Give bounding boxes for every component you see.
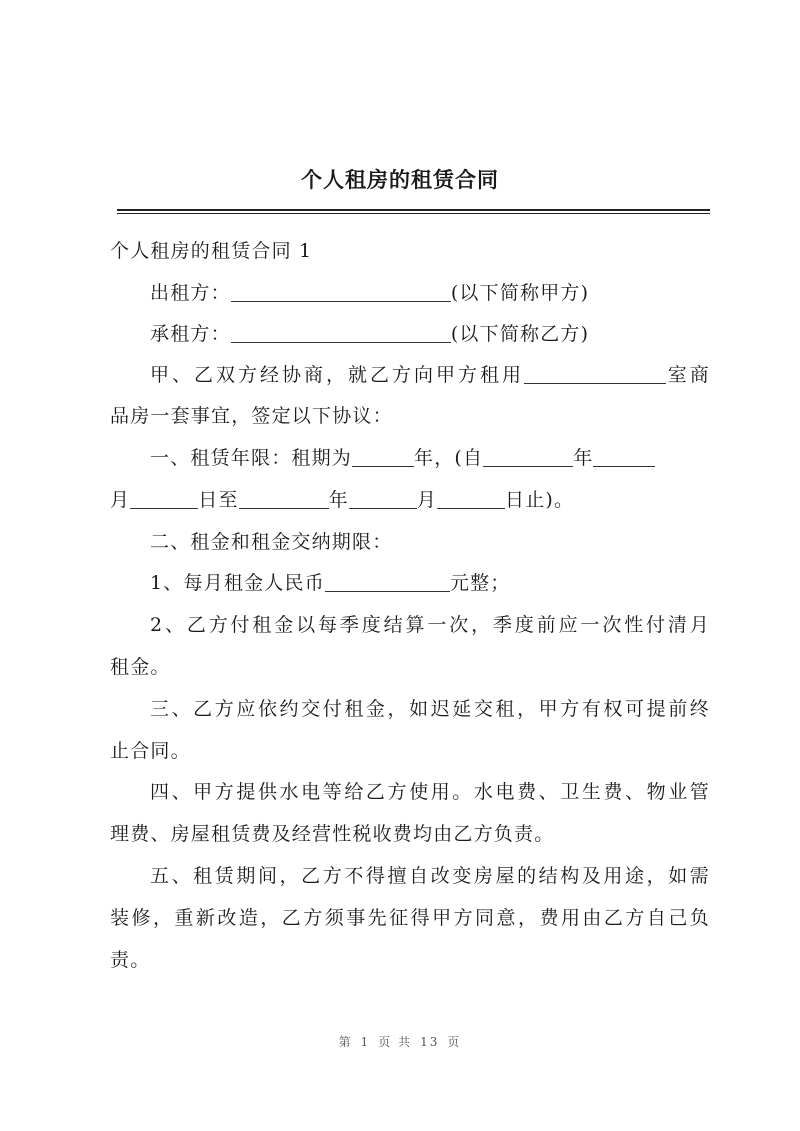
title-divider: [117, 209, 710, 214]
rent-payment-text-a: 2、乙方付租金以每季度结算一次，季度前应一次性付清月: [150, 614, 710, 636]
clause5-line2: [110, 903, 710, 930]
rent-amount-blank: [325, 572, 450, 592]
intro-text-a: 甲、乙双方经协商，就乙方向甲方租用: [150, 364, 524, 386]
clause4-line1: [150, 777, 710, 804]
start-day-blank: [130, 489, 198, 509]
term-text-g: 月: [416, 489, 438, 511]
term-text-e: 日至: [198, 489, 239, 511]
footer-total-pages: 13: [420, 1035, 440, 1049]
clause5-text-a: 五、租赁期间，乙方不得擅自改变房屋的结构及用途，如需: [150, 865, 710, 887]
start-month-blank: [593, 447, 655, 467]
term-line1: [150, 443, 750, 470]
clause5-line1: [150, 861, 710, 888]
term-text-d: 月: [110, 489, 131, 511]
term-text-c: 年: [573, 447, 594, 469]
lessor-line: [150, 278, 750, 305]
lessee-blank: [231, 323, 451, 343]
rent-payment-text-b: 租金。: [110, 656, 171, 678]
intro-text-b: 室商: [666, 364, 710, 386]
clause4-text-a: 四、甲方提供水电等给乙方使用。水电费、卫生费、物业管: [150, 781, 710, 803]
term-text-h: 日止)。: [505, 489, 575, 511]
clause4-line2: [110, 819, 710, 846]
contract-heading-text: 个人租房的租赁合同 1: [110, 240, 313, 262]
clause3-text-a: 三、乙方应依约交付租金，如迟延交租，甲方有权可提前终: [150, 698, 710, 720]
clause5-line3: [110, 945, 710, 972]
clause4-text-b: 理费、房屋租赁费及经营性税收费均由乙方负责。: [110, 823, 555, 845]
rent-amount-line: [150, 568, 750, 595]
clause5-text-b: 装修，重新改造，乙方须事先征得甲方同意，费用由乙方自己负: [110, 907, 710, 929]
rent-heading-text: 二、租金和租金交纳期限：: [150, 531, 393, 553]
term-line2: [110, 485, 710, 512]
term-text-b: 年，(自: [414, 447, 484, 469]
footer-ye: 页: [447, 1035, 462, 1049]
term-text-a: 一、租赁年限：租期为: [150, 447, 353, 469]
rent-amount-text-a: 1、每月租金人民币: [150, 572, 325, 594]
footer-ye-gong: 页 共: [378, 1035, 413, 1049]
rent-amount-text-b: 元整；: [449, 572, 511, 594]
clause3-text-b: 止合同。: [110, 740, 191, 762]
paragraph-intro-line2: [110, 401, 710, 428]
clause3-line2: [110, 736, 710, 763]
end-month-blank: [349, 489, 417, 509]
contract-heading: [110, 236, 710, 263]
rent-payment-line2: [110, 652, 710, 679]
term-years-blank: [352, 447, 414, 467]
end-year-blank: [239, 489, 329, 509]
lessor-note: (以下简称甲方): [450, 282, 590, 304]
lessor-blank: [231, 282, 451, 302]
rent-payment-line1: [150, 610, 710, 637]
intro-text-c: 品房一套事宜，签定以下协议：: [110, 405, 393, 427]
room-blank: [524, 364, 666, 384]
start-year-blank: [483, 447, 573, 467]
footer-di: 第: [338, 1035, 353, 1049]
document-title: 个人租房的租赁合同: [301, 167, 499, 192]
rent-heading: [150, 527, 750, 554]
clause5-text-c: 责。: [110, 949, 151, 971]
lessee-line: [150, 319, 750, 346]
page-footer: [0, 1033, 800, 1050]
lessor-label: 出租方：: [150, 282, 231, 304]
term-text-f: 年: [328, 489, 349, 511]
footer-page-number: 1: [360, 1035, 371, 1049]
lessee-label: 承租方：: [150, 323, 231, 345]
paragraph-intro-line1: [150, 360, 710, 387]
lessee-note: (以下简称乙方): [450, 323, 590, 345]
clause3-line1: [150, 694, 710, 721]
end-day-blank: [437, 489, 505, 509]
